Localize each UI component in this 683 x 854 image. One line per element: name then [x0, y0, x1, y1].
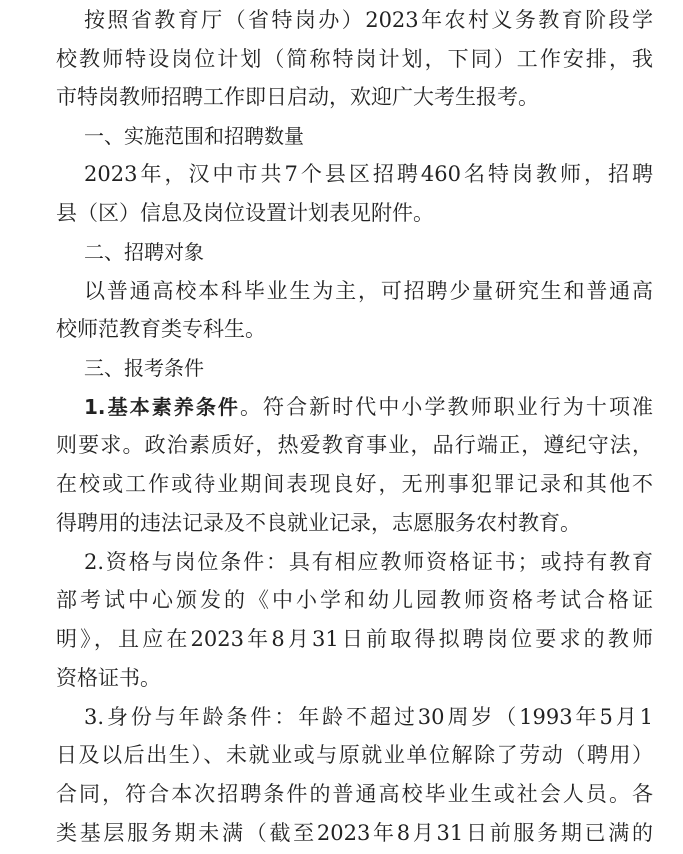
- item-3-line-1: 3.身份与年龄条件：年龄不超过30周岁（1993年5月1: [84, 705, 653, 729]
- item-3-line-3: 合同，符合本次招聘条件的普通高校毕业生或社会人员。各: [56, 782, 653, 806]
- item-1-lead: 1.基本素养条件: [84, 395, 240, 419]
- section-2-line-1: 以普通高校本科毕业生为主，可招聘少量研究生和普通高: [84, 279, 653, 303]
- item-2-line-4: 资格证书。: [56, 666, 161, 690]
- item-1-line-2: 则要求。政治素质好，热爱教育事业，品行端正，遵纪守法，: [56, 433, 653, 457]
- item-3-line-4: 类基层服务期未满（截至2023年8月31日前服务期已满的: [56, 821, 653, 845]
- intro-line-1: 按照省教育厅（省特岗办）2023年农村义务教育阶段学: [84, 8, 653, 32]
- item-1-line-3: 在校或工作或待业期间表现良好，无刑事犯罪记录和其他不: [56, 472, 653, 496]
- section-1-heading: 一、实施范围和招聘数量: [84, 124, 304, 148]
- item-1-line-4: 得聘用的违法记录及不良就业记录，志愿服务农村教育。: [56, 511, 581, 535]
- section-2-line-2: 校师范教育类专科生。: [56, 317, 266, 341]
- intro-line-3: 市特岗教师招聘工作即日启动，欢迎广大考生报考。: [56, 85, 539, 109]
- item-2-line-2: 部考试中心颁发的《中小学和幼儿园教师资格考试合格证: [56, 588, 653, 612]
- section-1-line-2: 县（区）信息及岗位设置计划表见附件。: [56, 201, 434, 225]
- section-1-line-1: 2023年，汉中市共7个县区招聘460名特岗教师，招聘: [84, 162, 653, 186]
- item-1-line-1-rest: 。符合新时代中小学教师职业行为十项准: [239, 395, 654, 419]
- section-2-heading: 二、招聘对象: [84, 240, 204, 264]
- section-3-heading: 三、报考条件: [84, 356, 204, 380]
- item-2-line-1: 2.资格与岗位条件：具有相应教师资格证书；或持有教育: [84, 550, 653, 574]
- intro-line-2: 校教师特设岗位计划（简称特岗计划，下同）工作安排，我: [56, 47, 653, 71]
- item-1-line-1: [0, 392, 683, 422]
- item-2-line-3: 明》，且应在2023年8月31日前取得拟聘岗位要求的教师: [56, 627, 653, 651]
- item-3-line-2: 日及以后出生）、未就业或与原就业单位解除了劳动（聘用）: [56, 743, 653, 767]
